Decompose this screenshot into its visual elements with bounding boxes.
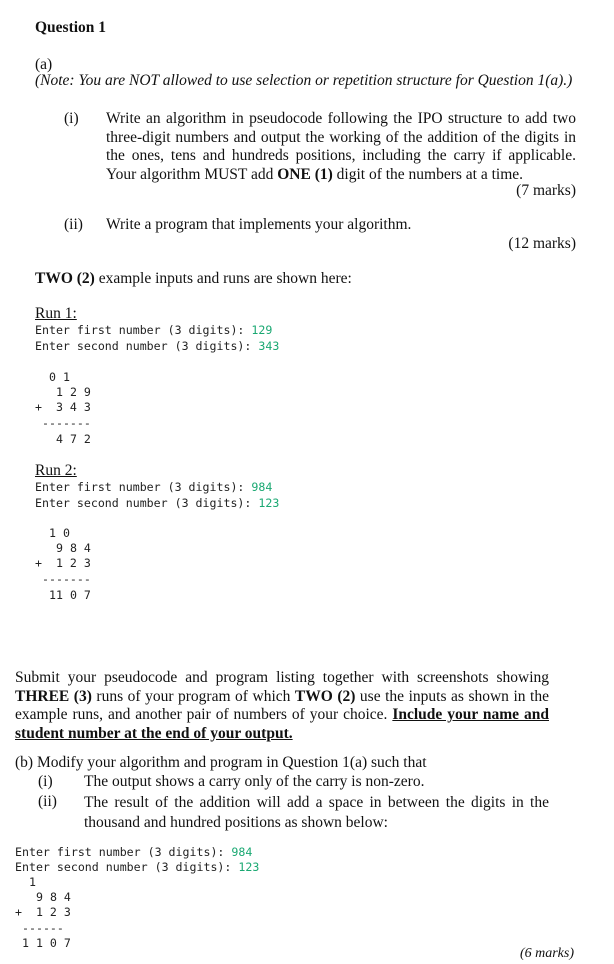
run3-separator: ------ <box>22 921 64 935</box>
part-a-i-text: Write an algorithm in pseudocode following the IPO structure to add two three-digit numbers and output the working of the addition of the digits in the ones, tens and hundreds positions, including the carry if applicable. Your algorithm MUST add ONE (1) digit of the numbers at a time. <box>106 110 576 183</box>
run3-prompt-first: Enter first number (3 digits): 984 <box>15 845 253 859</box>
part-b-i-text: The output shows a carry only of the carry is non-zero. <box>84 773 425 790</box>
examples-intro: TWO (2) example inputs and runs are shown here: <box>35 270 352 287</box>
part-a-ii-label: (ii) <box>64 216 83 233</box>
run1-prompt-second: Enter second number (3 digits): 343 <box>35 339 280 353</box>
part-b-i-label: (i) <box>38 773 53 790</box>
run2-separator: ------- <box>42 572 91 586</box>
run1-num1: 1 2 9 <box>56 385 91 399</box>
run1-result: 4 7 2 <box>56 432 91 446</box>
run2-prompt-first: Enter first number (3 digits): 984 <box>35 480 273 494</box>
run2-num1: 9 8 4 <box>56 541 91 555</box>
part-b-marks: (6 marks) <box>519 946 574 961</box>
run1-title: Run 1: <box>35 305 77 322</box>
run2-num2: + 1 2 3 <box>35 556 91 570</box>
part-b-intro: (b) Modify your algorithm and program in Question 1(a) such that <box>15 754 427 771</box>
part-a-ii-marks: (12 marks) <box>508 235 576 252</box>
run2-result: 11 0 7 <box>49 588 91 602</box>
run1-separator: ------- <box>42 416 91 430</box>
run1-prompt-first: Enter first number (3 digits): 129 <box>35 323 273 337</box>
run2-prompt-second: Enter second number (3 digits): 123 <box>35 496 280 510</box>
run1-num2: + 3 4 3 <box>35 400 91 414</box>
run3-carry: 1 <box>29 875 36 889</box>
run3-result: 1 1 0 7 <box>22 936 71 950</box>
submit-instructions: Submit your pseudocode and program listing together with screenshots showing THREE (3) runs of your program of which TWO (2) use the inputs as shown in the example runs, and another pair of numbers of your choice. Include your name and student number at the end of your output. <box>15 669 549 742</box>
run3-num1: 9 8 4 <box>36 890 71 904</box>
question-title: Question 1 <box>35 19 107 36</box>
part-a-label: (a) <box>35 56 53 73</box>
run1-carry: 0 1 <box>49 370 70 384</box>
part-b-ii-label: (ii) <box>38 793 57 810</box>
run2-carry: 1 0 <box>49 526 70 540</box>
run3-num2: + 1 2 3 <box>15 905 71 919</box>
part-a-note: (Note: You are NOT allowed to use selection or repetition structure for Question 1(a).) <box>35 72 573 89</box>
run2-title: Run 2: <box>35 462 77 479</box>
part-a-ii-text: Write a program that implements your algorithm. <box>106 216 412 233</box>
part-b-ii-text: The result of the addition will add a space in between the digits in the thousand and hundred positions as shown below: <box>84 794 549 831</box>
run3-prompt-second: Enter second number (3 digits): 123 <box>15 860 260 874</box>
part-a-i-marks: (7 marks) <box>516 182 576 199</box>
part-a-i-label: (i) <box>64 110 79 127</box>
